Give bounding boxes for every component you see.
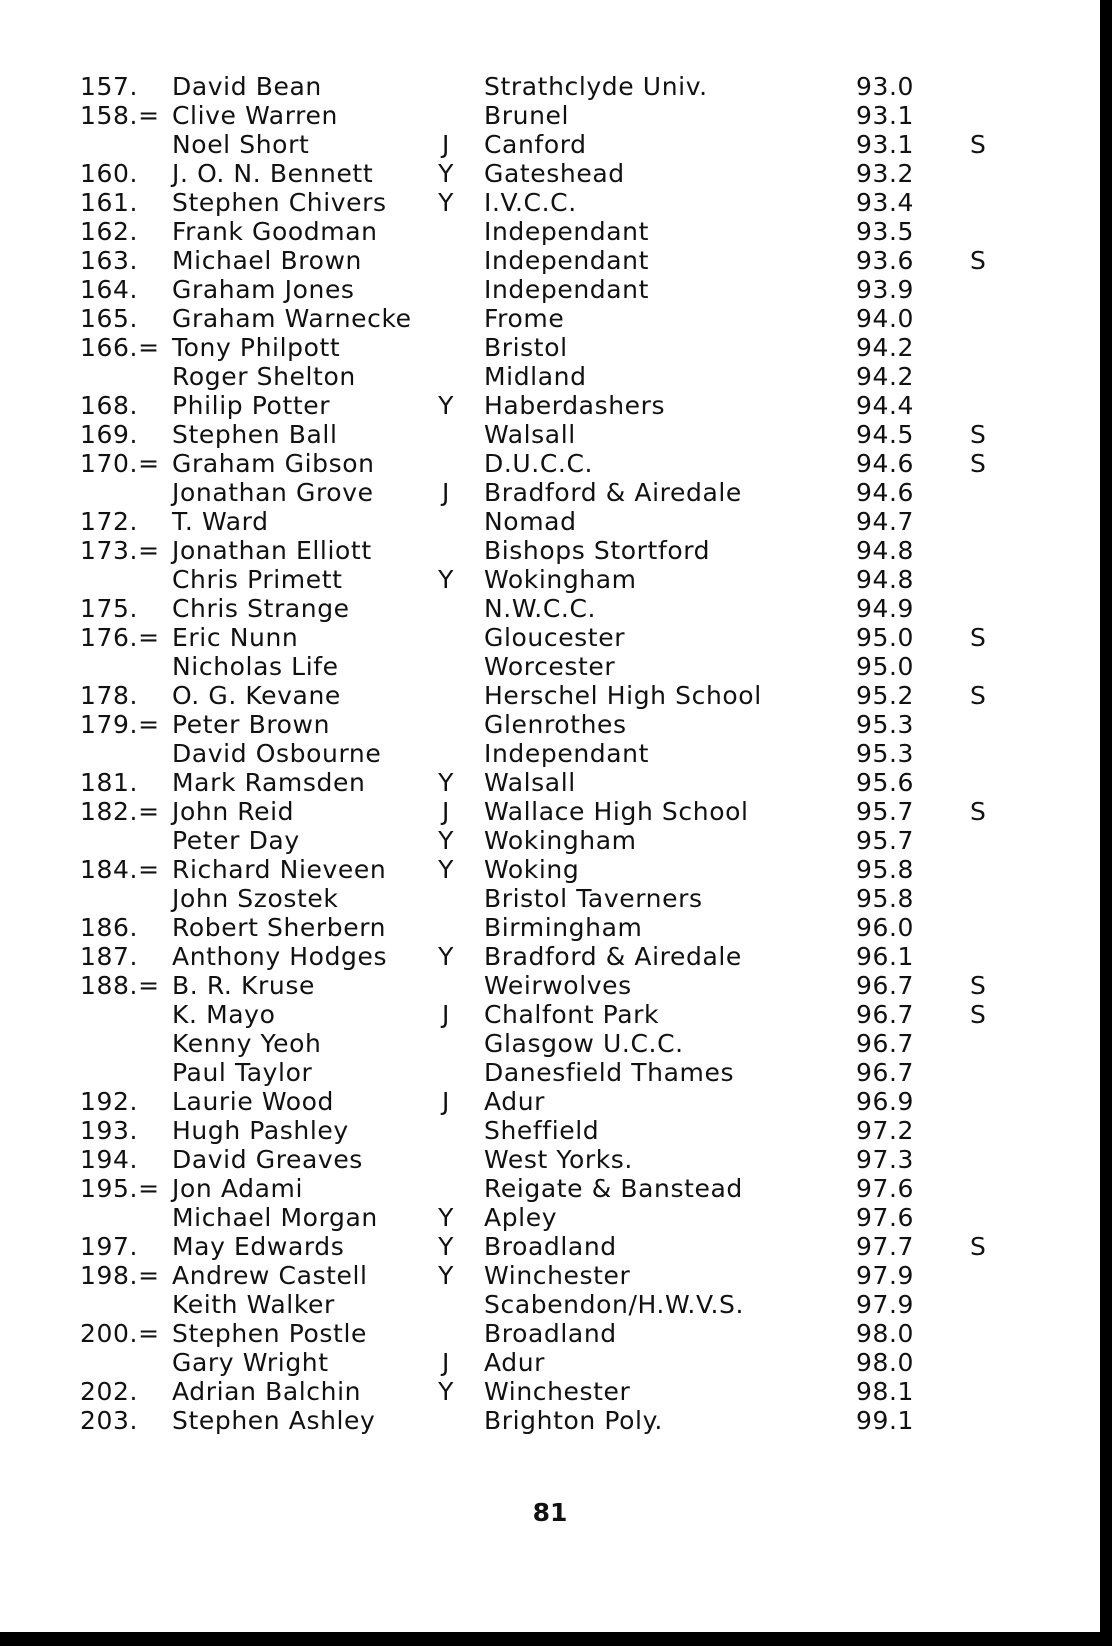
club-cell: Danesfield Thames [484,1058,735,1087]
category-cell: Y [438,391,454,420]
rank-cell: 182.= [80,797,160,826]
result-row [80,217,1040,246]
time-cell: 95.7 [856,826,915,855]
time-cell: 97.6 [856,1203,915,1232]
name-cell: Paul Taylor [172,1058,313,1087]
result-row [80,1203,1040,1232]
result-row [80,1029,1040,1058]
name-cell: Adrian Balchin [172,1377,362,1406]
flag-cell: S [970,971,987,1000]
category-cell: Y [438,1377,454,1406]
rank-cell: 178. [80,681,139,710]
club-cell: Woking [484,855,580,884]
result-row [80,188,1040,217]
club-cell: Bristol [484,333,568,362]
rank-cell: 186. [80,913,139,942]
club-cell: Sheffield [484,1116,600,1145]
club-cell: Walsall [484,420,576,449]
rank-cell: 179.= [80,710,160,739]
time-cell: 96.9 [856,1087,915,1116]
result-row [80,739,1040,768]
result-row [80,246,1040,275]
flag-cell: S [970,1000,987,1029]
name-cell: Jon Adami [172,1174,304,1203]
time-cell: 94.2 [856,333,915,362]
result-row [80,1087,1040,1116]
time-cell: 98.0 [856,1348,915,1377]
time-cell: 96.7 [856,1000,915,1029]
result-row [80,478,1040,507]
name-cell: Jonathan Elliott [172,536,372,565]
result-row [80,1406,1040,1435]
name-cell: Tony Philpott [172,333,341,362]
club-cell: Wokingham [484,826,637,855]
rank-cell: 203. [80,1406,139,1435]
rank-cell: 175. [80,594,139,623]
club-cell: Herschel High School [484,681,762,710]
result-row [80,565,1040,594]
time-cell: 98.1 [856,1377,915,1406]
club-cell: Winchester [484,1261,631,1290]
result-row [80,101,1040,130]
name-cell: May Edwards [172,1232,345,1261]
rank-cell: 166.= [80,333,160,362]
result-row [80,855,1040,884]
result-row [80,1377,1040,1406]
time-cell: 93.6 [856,246,915,275]
category-cell: Y [438,565,454,594]
club-cell: Reigate & Banstead [484,1174,743,1203]
result-row [80,275,1040,304]
club-cell: Frome [484,304,565,333]
result-row [80,1145,1040,1174]
club-cell: Wokingham [484,565,637,594]
name-cell: Hugh Pashley [172,1116,349,1145]
rank-cell: 169. [80,420,139,449]
flag-cell: S [970,246,987,275]
club-cell: N.W.C.C. [484,594,597,623]
category-cell: Y [438,159,454,188]
result-row [80,594,1040,623]
category-cell: Y [438,826,454,855]
rank-cell: 165. [80,304,139,333]
category-cell: Y [438,855,454,884]
time-cell: 94.5 [856,420,915,449]
time-cell: 95.8 [856,884,915,913]
rank-cell: 184.= [80,855,160,884]
category-cell: Y [438,1232,454,1261]
rank-cell: 193. [80,1116,139,1145]
time-cell: 96.7 [856,971,915,1000]
time-cell: 97.3 [856,1145,915,1174]
name-cell: Peter Day [172,826,300,855]
club-cell: Wallace High School [484,797,749,826]
name-cell: Anthony Hodges [172,942,388,971]
name-cell: T. Ward [172,507,269,536]
result-row [80,797,1040,826]
category-cell: J [442,130,450,159]
name-cell: Stephen Postle [172,1319,367,1348]
club-cell: Adur [484,1348,546,1377]
result-row [80,1261,1040,1290]
result-row [80,942,1040,971]
name-cell: Philip Potter [172,391,331,420]
name-cell: O. G. Kevane [172,681,341,710]
rank-cell: 168. [80,391,139,420]
club-cell: Chalfont Park [484,1000,660,1029]
name-cell: Chris Primett [172,565,343,594]
rank-cell: 157. [80,72,139,101]
rank-cell: 195.= [80,1174,160,1203]
name-cell: David Osbourne [172,739,382,768]
time-cell: 94.0 [856,304,915,333]
club-cell: Independant [484,246,649,275]
club-cell: Canford [484,130,587,159]
club-cell: Brunel [484,101,570,130]
name-cell: J. O. N. Bennett [172,159,374,188]
club-cell: Gloucester [484,623,626,652]
name-cell: Keith Walker [172,1290,335,1319]
flag-cell: S [970,130,987,159]
category-cell: J [442,797,450,826]
time-cell: 93.4 [856,188,915,217]
time-cell: 95.2 [856,681,915,710]
time-cell: 94.7 [856,507,915,536]
rank-cell: 172. [80,507,139,536]
name-cell: Roger Shelton [172,362,356,391]
result-row [80,652,1040,681]
name-cell: Richard Nieveen [172,855,387,884]
result-row [80,1290,1040,1319]
category-cell: Y [438,942,454,971]
result-row [80,130,1040,159]
club-cell: Independant [484,275,649,304]
club-cell: Haberdashers [484,391,666,420]
time-cell: 95.3 [856,739,915,768]
result-row [80,768,1040,797]
flag-cell: S [970,449,987,478]
club-cell: Glasgow U.C.C. [484,1029,684,1058]
club-cell: Strathclyde Univ. [484,72,708,101]
rank-cell: 158.= [80,101,160,130]
result-row [80,826,1040,855]
name-cell: Peter Brown [172,710,331,739]
result-row [80,913,1040,942]
club-cell: Adur [484,1087,546,1116]
flag-cell: S [970,797,987,826]
flag-cell: S [970,681,987,710]
name-cell: John Reid [172,797,295,826]
name-cell: Stephen Ball [172,420,338,449]
club-cell: Birmingham [484,913,643,942]
result-row [80,333,1040,362]
time-cell: 94.6 [856,449,915,478]
rank-cell: 173.= [80,536,160,565]
category-cell: Y [438,768,454,797]
time-cell: 98.0 [856,1319,915,1348]
result-row [80,971,1040,1000]
time-cell: 93.0 [856,72,915,101]
result-row [80,420,1040,449]
name-cell: David Greaves [172,1145,363,1174]
category-cell: J [442,1000,450,1029]
result-row [80,1174,1040,1203]
result-row [80,72,1040,101]
club-cell: Scabendon/H.W.V.S. [484,1290,745,1319]
name-cell: David Bean [172,72,322,101]
time-cell: 97.6 [856,1174,915,1203]
time-cell: 96.7 [856,1058,915,1087]
category-cell: J [442,1348,450,1377]
rank-cell: 176.= [80,623,160,652]
club-cell: Independant [484,739,649,768]
club-cell: D.U.C.C. [484,449,594,478]
name-cell: Noel Short [172,130,310,159]
name-cell: Michael Morgan [172,1203,378,1232]
name-cell: Nicholas Life [172,652,339,681]
rank-cell: 197. [80,1232,139,1261]
rank-cell: 194. [80,1145,139,1174]
time-cell: 96.0 [856,913,915,942]
name-cell: Mark Ramsden [172,768,366,797]
name-cell: John Szostek [172,884,339,913]
result-row [80,1348,1040,1377]
category-cell: Y [438,1203,454,1232]
club-cell: Independant [484,217,649,246]
club-cell: Bristol Taverners [484,884,703,913]
club-cell: Worcester [484,652,616,681]
time-cell: 93.2 [856,159,915,188]
name-cell: Graham Warnecke [172,304,412,333]
name-cell: Stephen Ashley [172,1406,376,1435]
name-cell: Frank Goodman [172,217,378,246]
time-cell: 93.1 [856,101,915,130]
result-row [80,681,1040,710]
club-cell: Bradford & Airedale [484,942,742,971]
rank-cell: 164. [80,275,139,304]
club-cell: Weirwolves [484,971,632,1000]
result-row [80,1232,1040,1261]
time-cell: 93.1 [856,130,915,159]
result-row [80,1319,1040,1348]
club-cell: Bishops Stortford [484,536,711,565]
rank-cell: 161. [80,188,139,217]
club-cell: Nomad [484,507,577,536]
club-cell: Winchester [484,1377,631,1406]
rank-cell: 162. [80,217,139,246]
rank-cell: 181. [80,768,139,797]
result-row [80,159,1040,188]
result-row [80,304,1040,333]
time-cell: 95.3 [856,710,915,739]
rank-cell: 192. [80,1087,139,1116]
result-row [80,536,1040,565]
time-cell: 95.0 [856,623,915,652]
name-cell: Kenny Yeoh [172,1029,322,1058]
time-cell: 95.6 [856,768,915,797]
flag-cell: S [970,623,987,652]
rank-cell: 200.= [80,1319,160,1348]
rank-cell: 202. [80,1377,139,1406]
result-row [80,884,1040,913]
time-cell: 99.1 [856,1406,915,1435]
name-cell: Robert Sherbern [172,913,387,942]
rank-cell: 188.= [80,971,160,1000]
flag-cell: S [970,420,987,449]
club-cell: West Yorks. [484,1145,633,1174]
time-cell: 95.0 [856,652,915,681]
result-row [80,623,1040,652]
time-cell: 94.8 [856,536,915,565]
time-cell: 93.5 [856,217,915,246]
club-cell: Brighton Poly. [484,1406,663,1435]
name-cell: Eric Nunn [172,623,299,652]
time-cell: 97.2 [856,1116,915,1145]
category-cell: Y [438,188,454,217]
name-cell: Andrew Castell [172,1261,368,1290]
result-row [80,449,1040,478]
name-cell: Michael Brown [172,246,362,275]
result-row [80,1000,1040,1029]
time-cell: 93.9 [856,275,915,304]
name-cell: Graham Jones [172,275,355,304]
rank-cell: 160. [80,159,139,188]
club-cell: Broadland [484,1232,617,1261]
club-cell: I.V.C.C. [484,188,577,217]
name-cell: Stephen Chivers [172,188,387,217]
name-cell: K. Mayo [172,1000,276,1029]
result-row [80,710,1040,739]
result-row [80,362,1040,391]
club-cell: Midland [484,362,587,391]
time-cell: 94.2 [856,362,915,391]
name-cell: Jonathan Grove [172,478,374,507]
club-cell: Broadland [484,1319,617,1348]
name-cell: Chris Strange [172,594,350,623]
name-cell: Gary Wright [172,1348,329,1377]
time-cell: 97.9 [856,1261,915,1290]
club-cell: Apley [484,1203,558,1232]
rank-cell: 187. [80,942,139,971]
name-cell: Laurie Wood [172,1087,334,1116]
time-cell: 94.4 [856,391,915,420]
name-cell: Clive Warren [172,101,338,130]
time-cell: 96.1 [856,942,915,971]
time-cell: 95.8 [856,855,915,884]
result-row [80,391,1040,420]
rank-cell: 170.= [80,449,160,478]
name-cell: Graham Gibson [172,449,375,478]
result-row [80,507,1040,536]
name-cell: B. R. Kruse [172,971,315,1000]
club-cell: Bradford & Airedale [484,478,742,507]
result-row [80,1058,1040,1087]
time-cell: 97.9 [856,1290,915,1319]
rank-cell: 198.= [80,1261,160,1290]
category-cell: Y [438,1261,454,1290]
time-cell: 94.9 [856,594,915,623]
time-cell: 96.7 [856,1029,915,1058]
category-cell: J [442,1087,450,1116]
page-number: 81 [532,1498,568,1527]
time-cell: 97.7 [856,1232,915,1261]
flag-cell: S [970,1232,987,1261]
results-table [80,72,1040,1435]
club-cell: Glenrothes [484,710,627,739]
category-cell: J [442,478,450,507]
club-cell: Gateshead [484,159,625,188]
time-cell: 94.6 [856,478,915,507]
club-cell: Walsall [484,768,576,797]
rank-cell: 163. [80,246,139,275]
result-row [80,1116,1040,1145]
time-cell: 95.7 [856,797,915,826]
time-cell: 94.8 [856,565,915,594]
